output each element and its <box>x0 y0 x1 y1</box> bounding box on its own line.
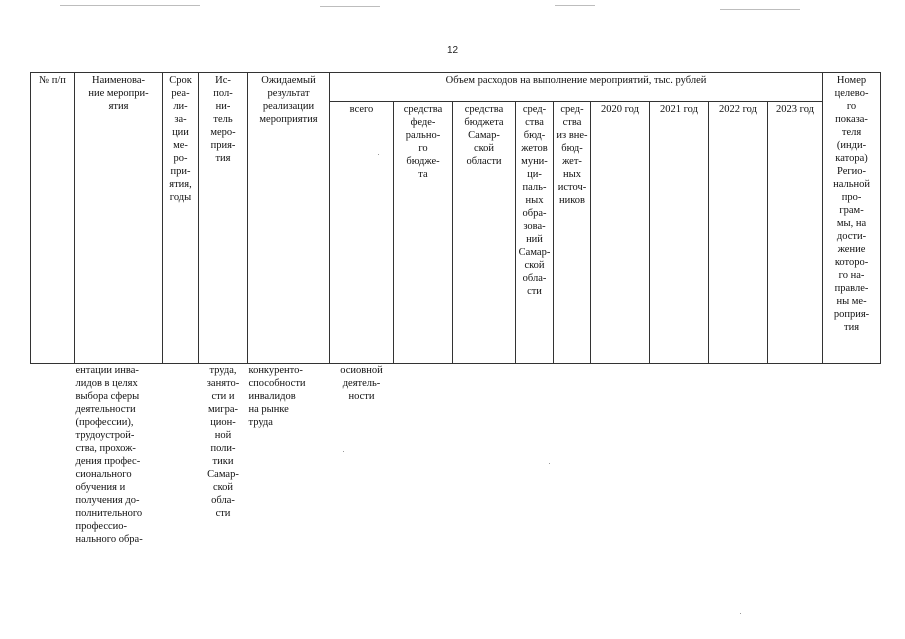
header-num: № п/п <box>31 73 75 364</box>
cell-indicator <box>823 364 881 547</box>
header-volume: Объем расходов на выполнение мероприятий, тыс. рублей <box>330 73 823 102</box>
scan-artifact <box>60 5 200 6</box>
cell-federal <box>394 364 453 547</box>
header-indicator: Номер целево- го показа- теля (инди- катора) Регио- нальной про- грам- мы, на дости- жение которо- го на- правле- ны ме- роприя- тия <box>823 73 881 364</box>
scan-artifact <box>720 9 800 10</box>
header-total: всего <box>330 102 394 364</box>
scan-artifact <box>555 5 595 6</box>
header-2020: 2020 год <box>591 102 650 364</box>
header-result: Ожидаемый результат реализации мероприятия <box>248 73 330 364</box>
scan-speck <box>378 154 379 155</box>
cell-term <box>163 364 199 547</box>
header-2023: 2023 год <box>768 102 823 364</box>
page-number: 12 <box>446 45 459 56</box>
scan-artifact <box>320 6 380 7</box>
cell-executor: труда, занято- сти и мигра- цион- ной поли- тики Самар- ской обла- сти <box>206 365 240 519</box>
cell-2022 <box>709 364 768 547</box>
header-offbudget: сред- ства из вне- бюд- жет- ных источ- ников <box>554 102 591 364</box>
table-row <box>31 364 881 547</box>
header-term: Срок реа- ли- за- ции ме- ро- при- ятия, годы <box>163 73 199 364</box>
cell-offbudget <box>554 364 591 547</box>
header-2021: 2021 год <box>650 102 709 364</box>
cell-regional <box>453 364 516 547</box>
header-municipal: сред- ства бюд- жетов муни- ци- паль- ных обра- зова- ний Самар- ской обла- сти <box>516 102 554 364</box>
cell-name: ентации инва- лидов в целях выбора сферы деятельности (профессии), трудоустрой- ства, прохож- дения профес- сионального обучения и получения до- полнительного профессио- нального обра- <box>75 365 143 545</box>
scan-speck <box>343 451 344 452</box>
header-federal: средства феде- рально- го бюдже- та <box>394 102 453 364</box>
cell-2020 <box>591 364 650 547</box>
scan-speck <box>549 463 550 464</box>
cell-result: конкуренто- способности инвалидов на рынке труда <box>248 365 306 428</box>
cell-2021 <box>650 364 709 547</box>
cell-num <box>31 364 75 547</box>
header-regional: средства бюджета Самар- ской области <box>453 102 516 364</box>
cell-municipal <box>516 364 554 547</box>
measures-table <box>30 72 881 546</box>
cell-2023 <box>768 364 823 547</box>
header-2022: 2022 год <box>709 102 768 364</box>
cell-total: осиовной деятель- ности <box>340 365 383 402</box>
header-executor: Ис- пол- ни- тель меро- прия- тия <box>199 73 248 364</box>
scan-speck <box>740 613 741 614</box>
header-name: Наименова- ние меропри- ятия <box>75 73 163 364</box>
